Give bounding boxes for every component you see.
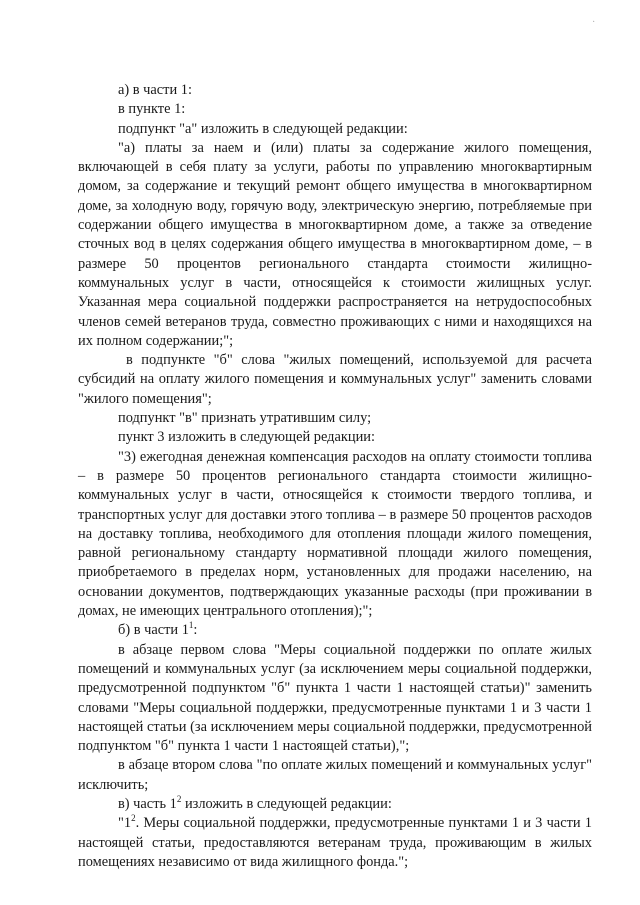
paragraph-13: [78, 814, 592, 872]
scan-mark: ·: [592, 17, 596, 28]
superscript: 2: [176, 794, 182, 805]
superscript: 1: [188, 620, 194, 631]
paragraph-text: б) в части 1: [118, 622, 189, 639]
paragraph-6: [118, 409, 592, 428]
paragraph-text-tail: :: [193, 622, 198, 639]
paragraph-text: "а) платы за наем и (или) платы за содержание жилого помещения, включающей в себя плату за услуги, работы по управлению многоквартирным домом, за содержание и текущий ремонт общего имущества в многоквартирном доме, за холодную воду, горячую воду, электрическую энергию, потребляемые при содержании общего имущества в многоквартирном доме, а также за отведение сточных вод в целях содержания общего имущества в многоквартирном доме, – в размере 50 процентов регионального стандарта стоимости жилищно-коммунальных услуг в части, относящейся к стоимости жилищных услуг. Указанная мера социальной поддержки распространяется на нетрудоспособных членов семей ветеранов труда, совместно проживающих с ними и находящихся на их полном содержании;";: [78, 139, 592, 349]
paragraph-1: [118, 81, 592, 100]
paragraph-text: подпункт "а" изложить в следующей редакции:: [118, 120, 408, 137]
paragraph-12: [118, 795, 592, 814]
paragraph-4: [78, 139, 592, 351]
paragraph-text: подпункт "в" признать утратившим силу;: [118, 410, 372, 427]
paragraph-text: в абзаце первом слова "Меры социальной поддержки по оплате жилых помещений и коммунальных услуг (за исключением меры социальной поддержки, предусмотренной подпунктом "б" пункта 1 части 1 настоящей статьи)" заменить словами "Меры социальной поддержки, предусмотренные пунктами 1 и 3 части 1 настоящей статьи (за исключением меры социальной поддержки, предусмотренной подпунктом "б" пункта 1 части 1 настоящей статьи),";: [78, 641, 592, 755]
document-body: [78, 81, 592, 872]
superscript: 2: [131, 813, 136, 824]
paragraph-text-tail: . Меры социальной поддержки, предусмотренные пунктами 1 и 3 части 1 настоящей статьи, предоставляются ветеранам труда, проживающим в жилых помещениях независимо от вида жилищного фонда.";: [78, 815, 592, 870]
paragraph-text: в подпункте "б" слова "жилых помещений, используемой для расчета субсидий на оплату жилого помещения и коммунальных услуг" заменить словами "жилого помещения";: [78, 352, 592, 407]
paragraph-8: [78, 448, 592, 622]
paragraph-2: [118, 100, 592, 119]
paragraph-text: пункт 3 изложить в следующей редакции:: [118, 429, 375, 446]
paragraph-text: "3) ежегодная денежная компенсация расходов на оплату стоимости топлива – в размере 50 процентов регионального стандарта стоимости жилищно-коммунальных услуг в части, относящейся к стоимости твердого топлива, и транспортных услуг для доставки этого топлива – в размере 50 процентов расходов на доставку топлива, необходимого для отопления площади жилого помещения, равной региональному стандарту нормативной площади жилого помещения, приобретаемого в пределах норм, установленных для продажи населению, на основании документов, подтверждающих указанные расходы (при проживании в домах, не имеющих центрального отопления);";: [78, 448, 592, 620]
paragraph-text-tail: изложить в следующей редакции:: [181, 795, 392, 812]
paragraph-text: а) в части 1:: [118, 82, 192, 98]
paragraph-5: [78, 351, 592, 409]
paragraph-text: "1: [118, 815, 132, 832]
paragraph-text: в) часть 1: [118, 795, 177, 812]
paragraph-3: [118, 120, 592, 139]
paragraph-9: [118, 621, 592, 640]
paragraph-10: [78, 641, 592, 757]
paragraph-11: [78, 756, 592, 795]
paragraph-text: в абзаце втором слова "по оплате жилых помещений и коммунальных услуг" исключить;: [78, 757, 592, 793]
paragraph-7: [118, 428, 592, 447]
paragraph-text: в пункте 1:: [118, 101, 186, 118]
